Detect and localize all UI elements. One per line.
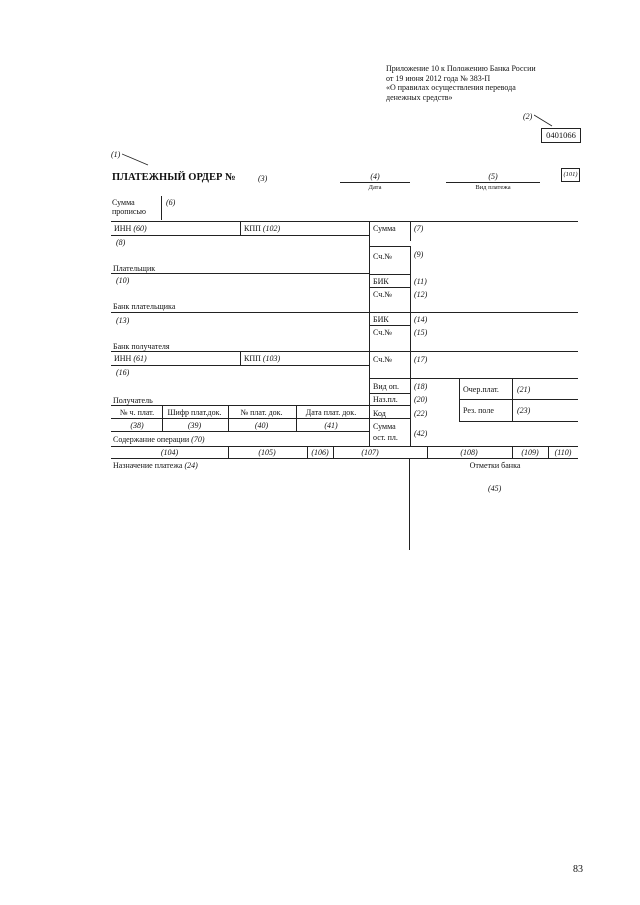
- purpose-label: Назначение платежа (24): [113, 461, 198, 470]
- bank-marks-label: Отметки банка: [469, 461, 521, 470]
- appendix-line: Приложение 10 к Положению Банка России: [386, 64, 536, 73]
- code-106: (106): [311, 448, 329, 457]
- payee-bank-bik-code: (14): [414, 315, 428, 324]
- partial-header-doc-number: № плат. док.: [240, 408, 283, 417]
- payee-label: Получатель: [113, 396, 153, 405]
- page-title: ПЛАТЕЖНЫЙ ОРДЕР №: [112, 172, 236, 183]
- priority-label: Очер.плат.: [463, 385, 499, 394]
- sum-words-code: (6): [166, 198, 176, 207]
- payer-bank-account-label: Сч.№: [373, 290, 392, 299]
- sum-words-label: прописью: [112, 207, 147, 216]
- field-101-box: (101): [561, 168, 580, 182]
- partial-code-40: (40): [254, 421, 269, 430]
- payer-bank-name-code: (10): [116, 276, 130, 285]
- appendix-line: денежных средств»: [386, 92, 453, 102]
- payee-bank-account-code: (15): [414, 328, 428, 337]
- payer-account-code: (9): [414, 250, 424, 259]
- payment-type-code: (5): [488, 172, 498, 181]
- code-110: (110): [554, 448, 572, 457]
- partial-code-41: (41): [324, 421, 338, 430]
- priority-code: (21): [517, 385, 531, 394]
- payee-name-code: (16): [116, 368, 130, 377]
- payer-bank-bik-code: (11): [414, 277, 427, 286]
- code-108: (108): [460, 448, 478, 457]
- payer-inn-label: ИНН (60): [114, 224, 147, 233]
- payer-label: Плательщик: [113, 264, 156, 273]
- pointer-arrow-icon: [534, 114, 554, 128]
- payer-name-code: (8): [116, 238, 126, 247]
- appendix-note: [386, 64, 536, 102]
- partial-header-number: № ч. плат.: [119, 408, 155, 417]
- payee-bank-label: Банк получателя: [113, 342, 170, 351]
- payer-kpp-label: КПП (102): [244, 224, 281, 233]
- payer-bank-label: Банк плательщика: [113, 302, 176, 311]
- remaining-sum-label: ост. пл.: [373, 433, 398, 442]
- op-type-code: (18): [414, 382, 428, 391]
- partial-header-doc-date: Дата плат. док.: [305, 408, 357, 417]
- payee-account-code: (17): [414, 355, 428, 364]
- code-107: (107): [361, 448, 379, 457]
- page-number: 83: [573, 864, 583, 875]
- code-label: Код: [373, 409, 386, 418]
- sum-words-label: Сумма: [112, 198, 135, 207]
- partial-code-39: (39): [187, 421, 202, 430]
- operation-content-label: Содержание операции (70): [113, 435, 205, 444]
- payee-bank-account-label: Сч.№: [373, 328, 392, 337]
- payer-bank-account-code: (12): [414, 290, 428, 299]
- payee-inn-label: ИНН (61): [114, 354, 147, 363]
- reserve-field-label: Рез. поле: [463, 406, 494, 415]
- sum-label: Сумма: [373, 224, 396, 233]
- payee-account-label: Сч.№: [373, 355, 392, 364]
- code-105: (105): [258, 448, 276, 457]
- form-code-marker: (2): [523, 112, 533, 121]
- purpose-type-label: Наз.пл.: [373, 395, 398, 404]
- sum-code: (7): [414, 224, 424, 233]
- date-label: Дата: [368, 184, 382, 191]
- appendix-line: «О правилах осуществления перевода: [386, 83, 516, 92]
- payment-type-label: Вид платежа: [475, 184, 511, 191]
- payee-bank-name-code: (13): [116, 316, 130, 325]
- partial-header-cipher: Шифр плат.док.: [167, 408, 222, 417]
- marker-1: (1): [111, 150, 121, 159]
- appendix-line: от 19 июня 2012 года № 383-П: [386, 73, 491, 83]
- payee-bank-bik-label: БИК: [373, 315, 389, 324]
- purpose-type-code: (20): [414, 395, 428, 404]
- remaining-sum-code: (42): [414, 429, 428, 438]
- code-109: (109): [521, 448, 539, 457]
- code-104: (104): [160, 448, 179, 457]
- order-number-code: (3): [258, 174, 268, 183]
- bank-marks-code: (45): [488, 484, 502, 493]
- payer-bank-bik-label: БИК: [373, 277, 389, 286]
- payer-account-label: Сч.№: [373, 252, 392, 261]
- code-value: (22): [414, 409, 428, 418]
- payee-kpp-label: КПП (103): [244, 354, 281, 363]
- form-code-box: 0401066: [541, 128, 581, 143]
- pointer-arrow-icon: [122, 153, 150, 167]
- date-code: (4): [370, 172, 380, 181]
- remaining-sum-label: Сумма: [373, 422, 396, 431]
- reserve-field-code: (23): [517, 406, 531, 415]
- op-type-label: Вид оп.: [373, 382, 399, 391]
- partial-code-38: (38): [130, 421, 144, 430]
